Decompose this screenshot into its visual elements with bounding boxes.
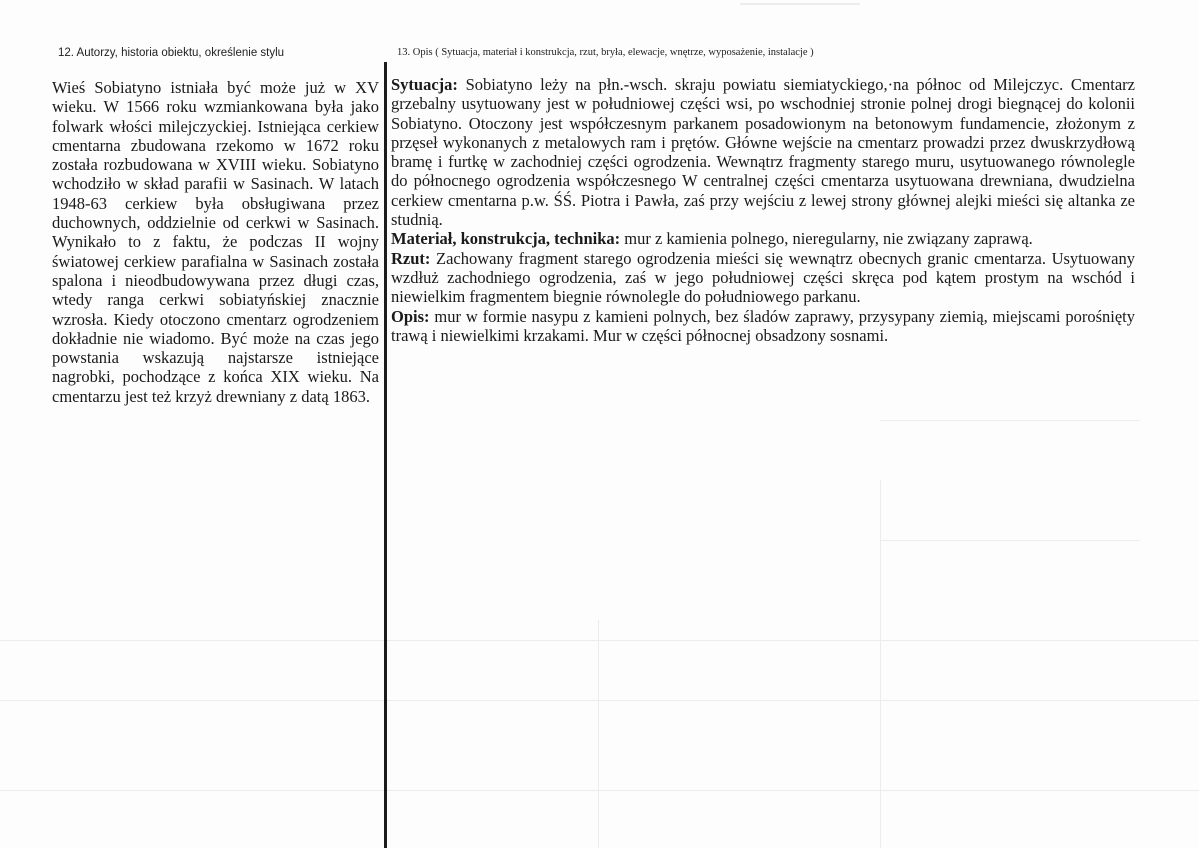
plan-text: Zachowany fragment starego ogrodzenia mieści się wewnątrz obecnych granic cmentarza. Usytuowany wzdłuż zachodniego ogrodzenia, zaś w jego południowej części skręca pod kątem prostym na wschód i niewielkim fragmentem biegnie równolegle do południowego parkanu. (391, 248, 1135, 307)
material-paragraph (391, 229, 1135, 248)
history-column (52, 78, 379, 406)
description-column (391, 75, 1135, 345)
material-text: mur z kamienia polnego, nieregularny, nie związany zaprawą. (624, 229, 1033, 249)
bleed-through-mark (740, 3, 860, 5)
description-paragraph (391, 307, 1135, 346)
desc-text: mur w formie nasypu z kamieni polnych, bez śladów zaprawy, przysypany ziemią, miejscami porośnięty trawą i niewielkimi krzakami. Mur w części północnej obsadzony sosnami. (391, 306, 1136, 345)
material-label: Materiał, konstrukcja, technika: (391, 229, 621, 249)
bleed-through-mark (880, 420, 1140, 421)
bleed-through-mark (598, 620, 599, 848)
desc-label: Opis: (391, 306, 430, 326)
history-section-heading: 12. Autorzy, historia obiektu, określenie stylu (58, 47, 285, 59)
situation-paragraph (391, 75, 1135, 229)
bleed-through-mark (0, 790, 1199, 791)
plan-label: Rzut: (391, 248, 431, 268)
column-divider (384, 62, 387, 848)
situation-label: Sytuacja: (391, 75, 458, 94)
situation-text: Sobiatyno leży na płn.-wsch. skraju powiatu siemiatyckiego,·na północ od Milejczyc. Cmentarz grzebalny usytuowany jest w południowej części wsi, po wschodniej stronie polnej drogi biegnącej do kolonii Sobiatyno. Otoczony jest współczesnym parkanem posadowionym na betonowym fundamencie, złożonym z przęseł wykonanych z metalowych ram i prętów. Główne wejście na cmentarz prowadzi przez dwuskrzydłową bramę i furtkę w zachodniej części ogrodzenia. Wewnątrz fragmenty starego muru, usytuowanego równolegle do północnego ogrodzenia współczesnego W centralnej części cmentarza usytuowana drewniana, dwudzielna cerkiew cmentarna p.w. ŚŚ. Piotra i Pawła, zaś przy wejściu z lewej strony głównej alejki mieści się altanka ze studnią. (391, 75, 1135, 230)
description-section-heading: 13. Opis ( Sytuacja, materiał i konstrukcja, rzut, bryła, elewacje, wnętrze, wyposażenie, instalacje ) (397, 47, 814, 58)
bleed-through-mark (0, 700, 1199, 701)
bleed-through-mark (880, 480, 881, 848)
bleed-through-mark (0, 640, 1199, 641)
history-text: Wieś Sobiatyno istniała być może już w XV wieku. W 1566 roku wzmiankowana była jako folwark włości milejczyckiej. Istniejąca cerkiew cmentarna zbudowana rzekomo w 1672 roku została rozbudowana w XVIII wieku. Sobiatyno wchodziło w skład parafii w Sasinach. W latach 1948-63 cerkiew była obsługiwana przez duchownych, oddzielnie od cerkwi w Sasinach. Wynikało to z faktu, że podczas II wojny światowej cerkiew parafialna w Sasinach została spalona i nieodbudowywana przez długi czas, wtedy ranga cerkwi sobiatyńskiej znacznie wzrosła. Kiedy otoczono cmentarz ogrodzeniem dokładnie nie wiadomo. Być może na czas jego powstania wskazują najstarsze istniejące nagrobki, pochodzące z końca XIX wieku. Na cmentarzu jest też krzyż drewniany z datą 1863. (52, 78, 379, 406)
plan-paragraph (391, 249, 1135, 307)
bleed-through-mark (880, 540, 1140, 541)
